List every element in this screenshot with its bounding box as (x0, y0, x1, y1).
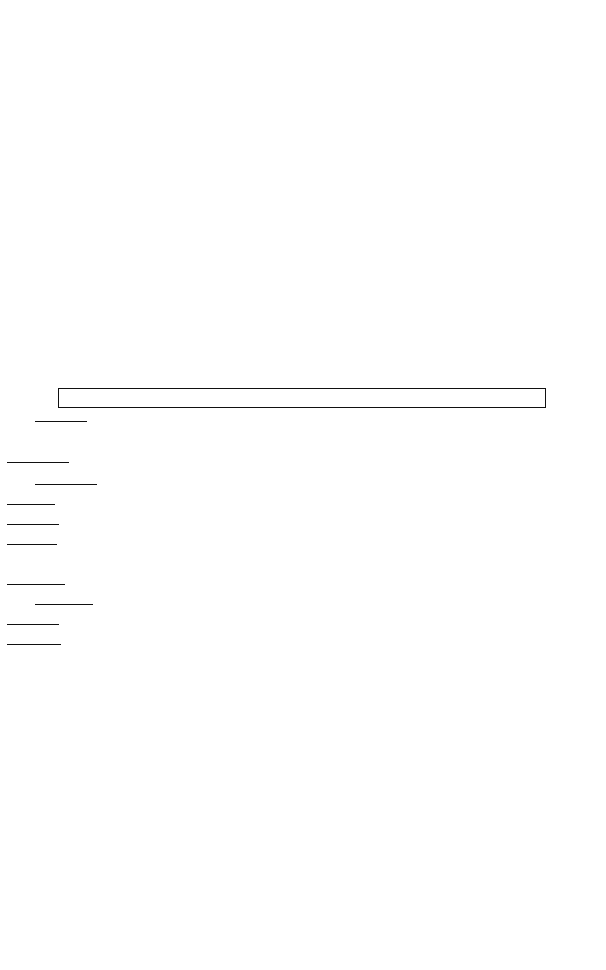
passage-line-1 (35, 409, 601, 428)
passage-line-10 (35, 592, 601, 611)
blank-56 (7, 544, 57, 545)
passage-line-12 (7, 632, 601, 651)
passage-line-5 (7, 492, 601, 511)
blank-57 (7, 584, 65, 585)
passage-line-6 (7, 512, 601, 531)
blank-58 (35, 604, 93, 605)
blank-55 (7, 524, 59, 525)
blank-51 (35, 421, 87, 422)
blank-59 (7, 624, 59, 625)
site-watermark-logo (2, 906, 152, 966)
blank-52 (7, 462, 69, 463)
blank-53 (35, 484, 97, 485)
passage-line-4 (35, 472, 601, 491)
passage-line-3 (7, 450, 601, 469)
passage-line-7 (7, 532, 601, 551)
word-bank-box (58, 388, 546, 408)
passage-line-11 (7, 612, 601, 631)
blank-54 (7, 504, 55, 505)
blank-60 (7, 644, 61, 645)
passage-line-9 (7, 572, 601, 591)
